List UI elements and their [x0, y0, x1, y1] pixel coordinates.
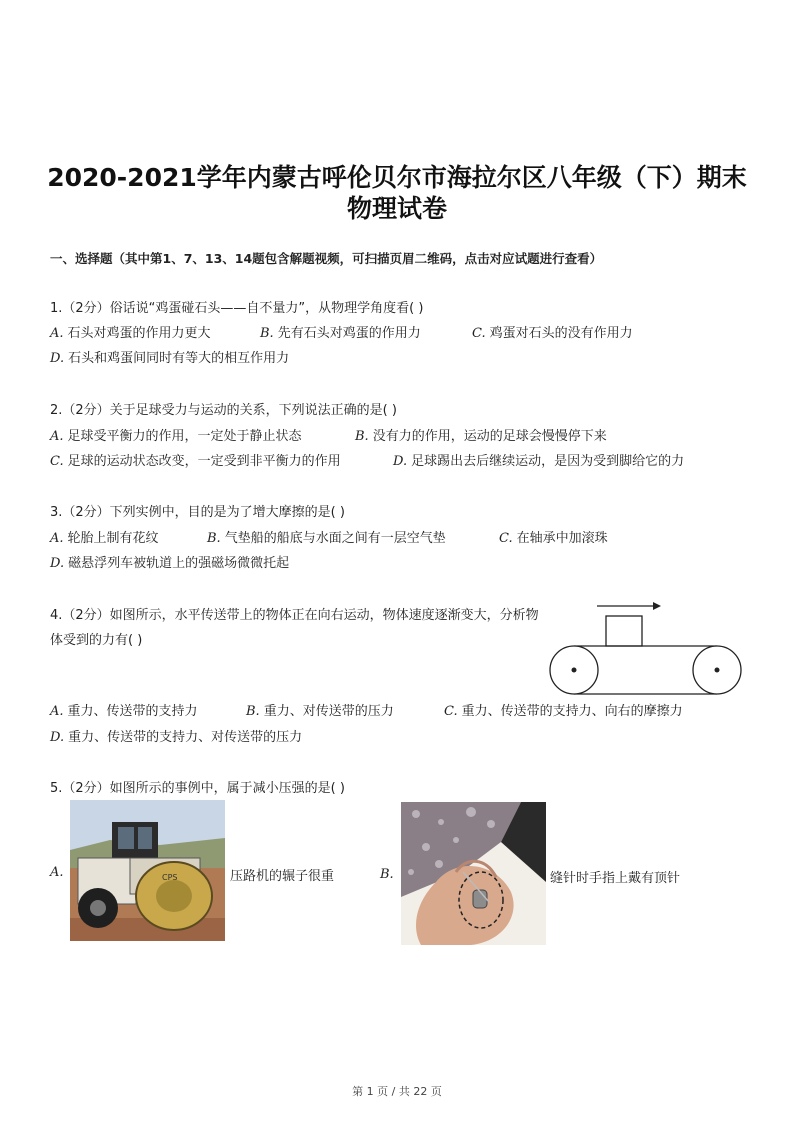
question-5-option-a-letter: A. [50, 865, 64, 880]
velocity-arrow-head [653, 602, 661, 610]
question-5-stem: 5.（2分）如图所示的事例中，属于减小压强的是( ) [50, 781, 345, 796]
question-4-stem-line1: 4.（2分）如图所示，水平传送带上的物体正在向右运动，物体速度逐渐变大，分析物 [50, 608, 539, 623]
question-1-stem: 1.（2分）俗话说“鸡蛋碰石头——自不量力”，从物理学角度看( ) [50, 301, 424, 316]
page-number-footer: 第 1 页 / 共 22 页 [352, 1085, 442, 1098]
road-roller-photo [70, 800, 225, 941]
question-4-option-b: B. 重力、对传送带的压力 [246, 704, 394, 719]
question-3-option-d: D. 磁悬浮列车被轨道上的强磁场微微托起 [50, 556, 290, 571]
section-heading: 一、选择题（其中第1、7、13、14题包含解题视频，可扫描页眉二维码，点击对应试题进行查看） [50, 251, 603, 266]
left-pulley-axle [572, 668, 577, 673]
question-5-option-a-text: 压路机的辗子很重 [230, 869, 335, 884]
question-2-option-a: A. 足球受平衡力的作用，一定处于静止状态 [50, 429, 302, 444]
moving-object-box [606, 616, 642, 646]
conveyor-belt-figure [545, 596, 745, 698]
question-1-option-a: A. 石头对鸡蛋的作用力更大 [50, 326, 211, 341]
question-1-option-b: B. 先有石头对鸡蛋的作用力 [260, 326, 421, 341]
question-4-stem-line2: 体受到的力有( ) [50, 633, 143, 648]
thimble-sewing-photo [401, 802, 546, 945]
question-1-option-c: C. 鸡蛋对石头的没有作用力 [472, 326, 633, 341]
question-2-option-b: B. 没有力的作用，运动的足球会慢慢停下来 [355, 429, 607, 444]
svg-text:CPS: CPS [162, 873, 178, 882]
question-4-option-d: D. 重力、传送带的支持力、对传送带的压力 [50, 730, 303, 745]
question-3-option-b: B. 气垫船的船底与水面之间有一层空气垫 [207, 531, 446, 546]
question-2-stem: 2.（2分）关于足球受力与运动的关系，下列说法正确的是( ) [50, 403, 397, 418]
question-1-option-d: D. 石头和鸡蛋间同时有等大的相互作用力 [50, 351, 290, 366]
question-3-option-c: C. 在轴承中加滚珠 [499, 531, 608, 546]
question-5-option-b-letter: B. [380, 867, 394, 882]
question-3-stem: 3.（2分）下列实例中，目的是为了增大摩擦的是( ) [50, 505, 345, 520]
right-pulley-axle [715, 668, 720, 673]
page-title-line1: 2020-2021学年内蒙古呼伦贝尔市海拉尔区八年级（下）期末 [47, 163, 747, 192]
question-2-option-c: C. 足球的运动状态改变，一定受到非平衡力的作用 [50, 454, 341, 469]
question-3-option-a: A. 轮胎上制有花纹 [50, 531, 159, 546]
question-2-option-d: D. 足球踢出去后继续运动，是因为受到脚给它的力 [393, 454, 685, 469]
question-5-option-b-text: 缝针时手指上戴有顶针 [550, 871, 681, 886]
question-4-option-c: C. 重力、传送带的支持力、向右的摩擦力 [444, 704, 683, 719]
page-title-line2: 物理试卷 [346, 194, 447, 223]
question-4-option-a: A. 重力、传送带的支持力 [50, 704, 198, 719]
